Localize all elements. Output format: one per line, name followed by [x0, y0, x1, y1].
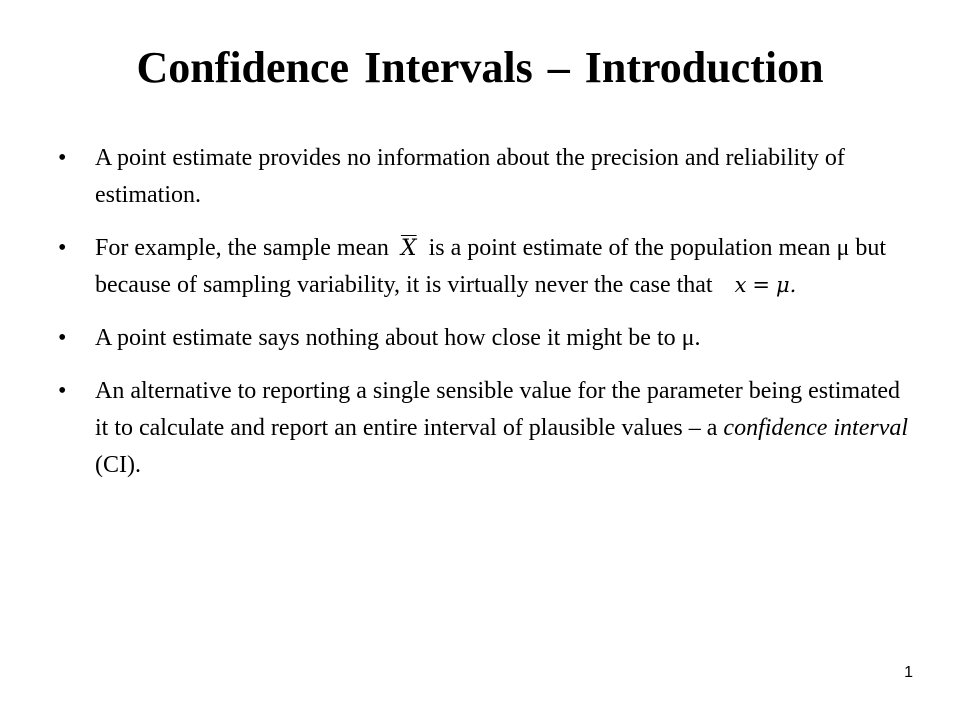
math-equation — [719, 267, 803, 304]
bullet-text-end: (CI). — [95, 452, 141, 478]
bullet-text: A point estimate says nothing about how close it might be to μ. — [95, 325, 701, 351]
math-lhs: x — [734, 273, 747, 297]
bullet-list — [58, 140, 918, 500]
bullet-item-closeness — [58, 320, 918, 357]
bullet-item-precision — [58, 140, 918, 214]
bullet-dot-icon: • — [58, 325, 67, 351]
math-rhs: μ. — [776, 273, 797, 297]
bullet-text-continued: is a point estimate of the population mean μ but because of sampling variability, it is virtually never the case that — [95, 235, 887, 298]
page-number: 1 — [904, 664, 913, 681]
math-x-bar: $\overline{X}$ — [400, 236, 417, 261]
bullet-dot-icon: • — [58, 378, 67, 404]
bullet-item-sample-mean — [58, 230, 918, 304]
bullet-text: An alternative to reporting a single sensible value for the parameter being estimated it to calculate and report an entire interval of plausible values – a — [95, 378, 901, 441]
slide-title: Confidence Intervals – Introduction — [136, 43, 824, 92]
bullet-dot-icon: • — [58, 235, 67, 261]
bullet-text: A point estimate provides no information about the precision and reliability of estimation. — [95, 145, 845, 208]
bullet-item-confidence-interval — [58, 373, 918, 484]
math-operator: = — [752, 273, 771, 297]
bullet-text: For example, the sample mean — [95, 235, 395, 261]
emphasis-term: confidence interval — [723, 415, 909, 441]
bullet-dot-icon: • — [58, 145, 67, 171]
